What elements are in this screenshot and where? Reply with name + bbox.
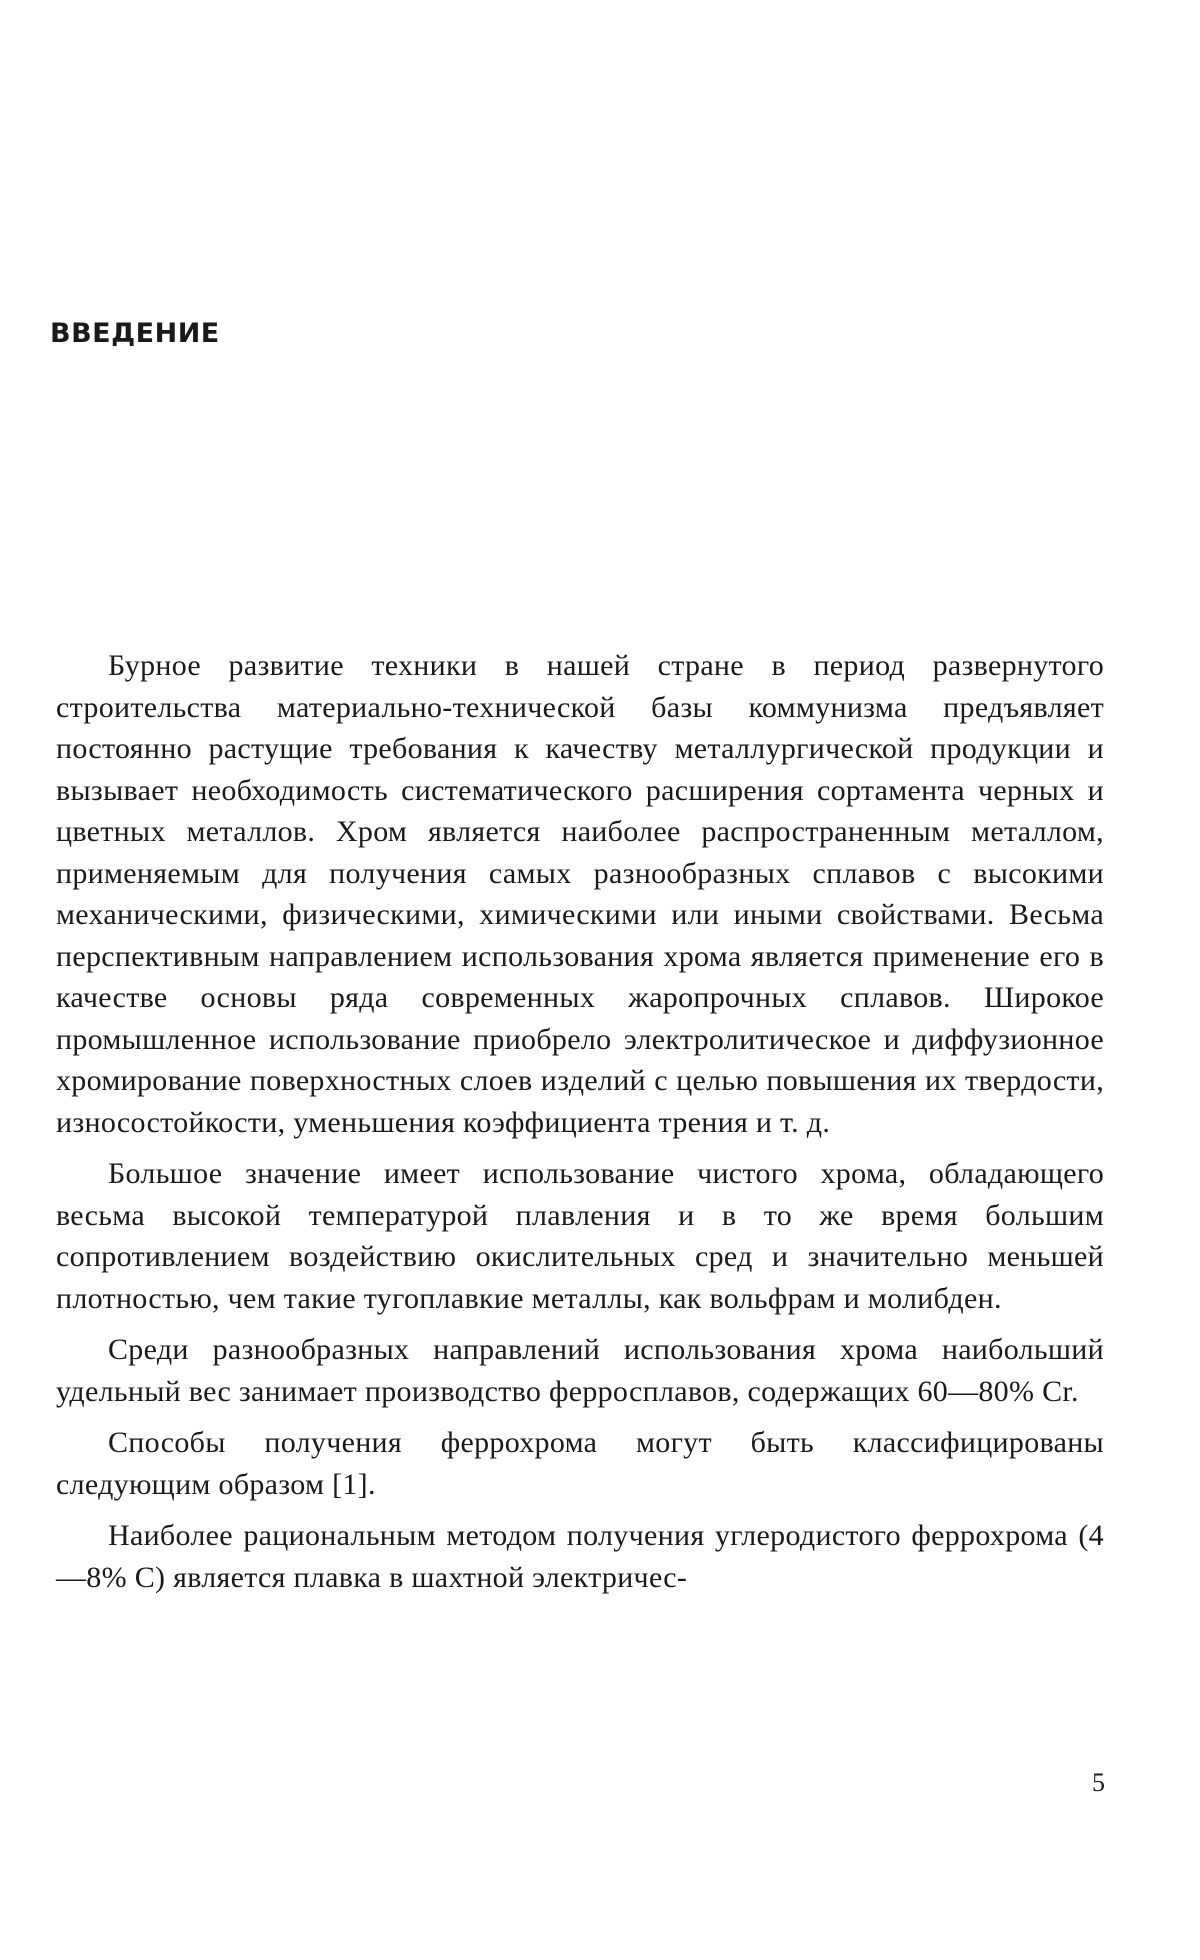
paragraph: Большое значение имеет использование чистого хрома, обладающего весьма высокой температурой плавления и в то же время большим сопротивлением воздействию окислительных сред и значительно меньшей плотностью, чем такие тугоплавкие металлы, как вольфрам и молибден. bbox=[56, 1157, 1104, 1315]
chapter-heading: ВВЕДЕНИЕ bbox=[50, 318, 220, 349]
paragraph: Бурное развитие техники в нашей стране в период развернутого строительства материально-технической базы коммунизма предъявляет постоянно растущие требования к качеству металлургической продукции и вызывает необходимость систематического расширения сортамента черных и цветных металлов. Хром является наиболее распространенным металлом, применяемым для получения самых разнообразных сплавов с высокими механическими, физическими, химическими или иными свойствами. Весьма перспективным направлением использования хрома является применение его в качестве основы ряда современных жаропрочных сплавов. Широкое промышленное использование приобрело электролитическое и диффузионное хромирование поверхностных слоев изделий с целью повышения их твердости, износостойкости, уменьшения коэффициента трения и т. д. bbox=[56, 649, 1104, 1139]
paragraph: Наиболее рациональным методом получения углеродистого феррохрома (4—8% C) является плавка в шахтной электричес- bbox=[56, 1519, 1104, 1594]
paragraph: Среди разнообразных направлений использования хрома наибольший удельный вес занимает производство ферросплавов, содержащих 60—80% Cr. bbox=[56, 1333, 1104, 1408]
page-number: 5 bbox=[1092, 1768, 1105, 1797]
paragraph: Способы получения феррохрома могут быть классифицированы следующим образом [1]. bbox=[56, 1426, 1104, 1501]
body-text bbox=[56, 645, 1104, 1608]
